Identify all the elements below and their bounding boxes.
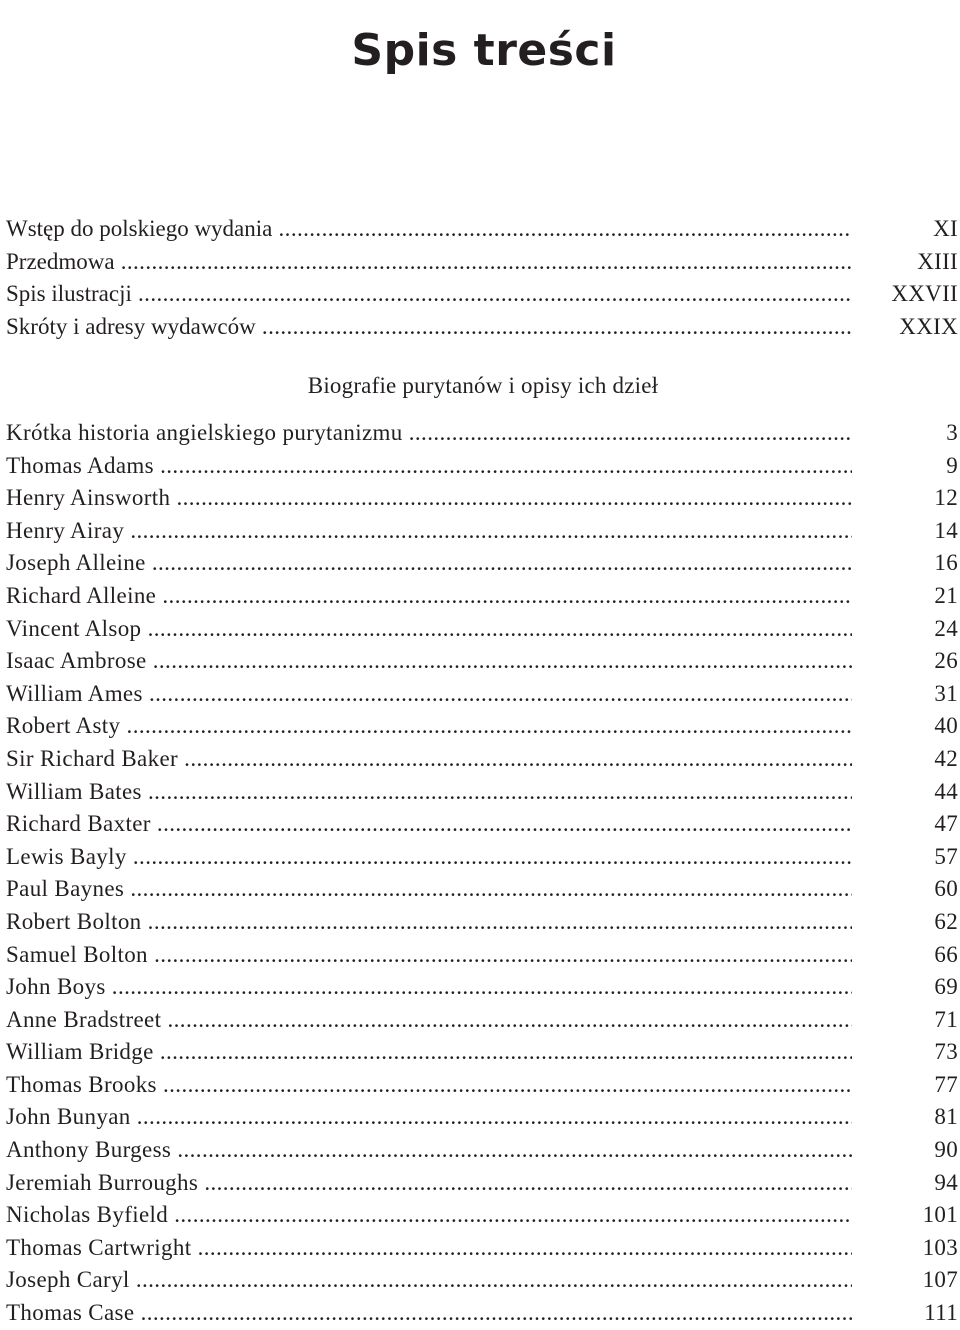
toc-row[interactable] bbox=[6, 1167, 958, 1200]
toc-page-number: XXVII bbox=[891, 281, 958, 307]
toc-entry-label: Joseph Alleine ..... bbox=[6, 547, 852, 580]
toc-page-number: 69 bbox=[934, 974, 958, 1000]
toc-page-number: XIII bbox=[917, 248, 958, 274]
toc-row[interactable] bbox=[6, 482, 958, 515]
toc-entry-label: Anthony Burgess ..... bbox=[6, 1134, 852, 1167]
toc-row[interactable] bbox=[6, 1004, 958, 1037]
toc-page-number: 12 bbox=[934, 485, 958, 511]
toc-entry-label: Wstęp do polskiego wydania ..... bbox=[6, 213, 852, 246]
toc-page-number: 44 bbox=[934, 778, 958, 804]
toc-page-number: 21 bbox=[934, 582, 958, 608]
toc-entry-label: Thomas Case ..... bbox=[6, 1297, 852, 1330]
toc-row[interactable] bbox=[6, 246, 958, 279]
toc-row[interactable] bbox=[6, 808, 958, 841]
toc-page-number: XXIX bbox=[899, 313, 958, 339]
toc-page-number: 71 bbox=[934, 1006, 958, 1032]
toc-entry-label: Isaac Ambrose ..... bbox=[6, 645, 852, 678]
toc-row[interactable] bbox=[6, 580, 958, 613]
toc-row[interactable] bbox=[6, 776, 958, 809]
toc-entry-label: Robert Asty ..... bbox=[6, 710, 852, 743]
toc-entry-label: Thomas Adams ..... bbox=[6, 450, 852, 483]
toc-page-number: 107 bbox=[922, 1267, 958, 1293]
toc-entry-label: Paul Baynes ..... bbox=[6, 873, 852, 906]
toc-page-number: 14 bbox=[934, 517, 958, 543]
toc-page-number: 60 bbox=[934, 876, 958, 902]
toc-row[interactable] bbox=[6, 1036, 958, 1069]
toc-row[interactable] bbox=[6, 906, 958, 939]
toc-row[interactable] bbox=[6, 939, 958, 972]
toc-page-number: 47 bbox=[934, 811, 958, 837]
toc-page-number: 66 bbox=[934, 941, 958, 967]
toc-entry-label: Richard Baxter ..... bbox=[6, 808, 852, 841]
toc-page-number: 57 bbox=[934, 843, 958, 869]
section-heading: Biografie purytanów i opisy ich dzieł bbox=[307, 373, 659, 398]
toc-entry-label: Nicholas Byfield ..... bbox=[6, 1199, 852, 1232]
toc-page-number: 94 bbox=[934, 1169, 958, 1195]
toc-row[interactable] bbox=[6, 1199, 958, 1232]
toc-page-number: 9 bbox=[946, 452, 958, 478]
toc-page-number: 111 bbox=[924, 1300, 958, 1326]
toc-row[interactable] bbox=[6, 450, 958, 483]
toc-row[interactable] bbox=[6, 278, 958, 311]
page-title: Spis treści bbox=[351, 25, 617, 77]
toc-entry-label: Vincent Alsop ..... bbox=[6, 613, 852, 646]
toc-entry-label: Skróty i adresy wydawców ..... bbox=[6, 311, 852, 344]
toc-row[interactable] bbox=[6, 1134, 958, 1167]
toc-entry-label: William Bates ..... bbox=[6, 776, 852, 809]
toc-row[interactable] bbox=[6, 515, 958, 548]
toc-entry-label: John Boys ..... bbox=[6, 971, 852, 1004]
toc-row[interactable] bbox=[6, 1264, 958, 1297]
toc-page-number: 26 bbox=[934, 648, 958, 674]
toc-page-number: 103 bbox=[922, 1234, 958, 1260]
front-matter-list bbox=[6, 213, 958, 343]
toc-page-number: 16 bbox=[934, 550, 958, 576]
toc-entry-label: Richard Alleine ..... bbox=[6, 580, 852, 613]
toc-entry-label: William Bridge ..... bbox=[6, 1036, 852, 1069]
toc-row[interactable] bbox=[6, 710, 958, 743]
toc-entry-label: Henry Airay ..... bbox=[6, 515, 852, 548]
toc-row[interactable] bbox=[6, 743, 958, 776]
toc-page-number: 81 bbox=[934, 1104, 958, 1130]
toc-entry-label: Jeremiah Burroughs ..... bbox=[6, 1167, 852, 1200]
toc-entry-label: Sir Richard Baker ..... bbox=[6, 743, 852, 776]
toc-entry-label: William Ames ..... bbox=[6, 678, 852, 711]
toc-row[interactable] bbox=[6, 613, 958, 646]
toc-page-number: 73 bbox=[934, 1039, 958, 1065]
toc-entry-label: Lewis Bayly ..... bbox=[6, 841, 852, 874]
toc-entry-label: Krótka historia angielskiego purytanizmu ..... bbox=[6, 417, 852, 450]
toc-entry-label: Spis ilustracji ..... bbox=[6, 278, 852, 311]
toc-row[interactable] bbox=[6, 1232, 958, 1265]
biography-list bbox=[6, 417, 958, 1330]
toc-page-number: 77 bbox=[934, 1071, 958, 1097]
toc-entry-label: Thomas Brooks ..... bbox=[6, 1069, 852, 1102]
toc-page-number: XI bbox=[933, 216, 958, 241]
toc-row[interactable] bbox=[6, 645, 958, 678]
toc-page-number: 40 bbox=[934, 713, 958, 739]
toc-row[interactable] bbox=[6, 547, 958, 580]
toc-entry-label: Przedmowa ..... bbox=[6, 246, 852, 279]
toc-page-number: 3 bbox=[946, 420, 958, 445]
toc-entry-label: Joseph Caryl ..... bbox=[6, 1264, 852, 1297]
toc-row[interactable] bbox=[6, 311, 958, 344]
toc-page-number: 42 bbox=[934, 745, 958, 771]
toc-row[interactable] bbox=[6, 417, 958, 450]
toc-entry-label: Robert Bolton ..... bbox=[6, 906, 852, 939]
toc-page-number: 90 bbox=[934, 1137, 958, 1163]
toc-row[interactable] bbox=[6, 873, 958, 906]
toc-page-number: 31 bbox=[934, 680, 958, 706]
toc-row[interactable] bbox=[6, 1101, 958, 1134]
toc-page-number: 24 bbox=[934, 615, 958, 641]
toc-row[interactable] bbox=[6, 678, 958, 711]
toc-row[interactable] bbox=[6, 213, 958, 246]
toc-page-number: 101 bbox=[922, 1202, 958, 1228]
toc-entry-label: Thomas Cartwright ..... bbox=[6, 1232, 852, 1265]
toc-entry-label: Henry Ainsworth ..... bbox=[6, 482, 852, 515]
toc-entry-label: John Bunyan ..... bbox=[6, 1101, 852, 1134]
toc-page-number: 62 bbox=[934, 908, 958, 934]
toc-entry-label: Samuel Bolton ..... bbox=[6, 939, 852, 972]
toc-row[interactable] bbox=[6, 1069, 958, 1102]
toc-row[interactable] bbox=[6, 841, 958, 874]
toc-entry-label: Anne Bradstreet ..... bbox=[6, 1004, 852, 1037]
toc-row[interactable] bbox=[6, 971, 958, 1004]
